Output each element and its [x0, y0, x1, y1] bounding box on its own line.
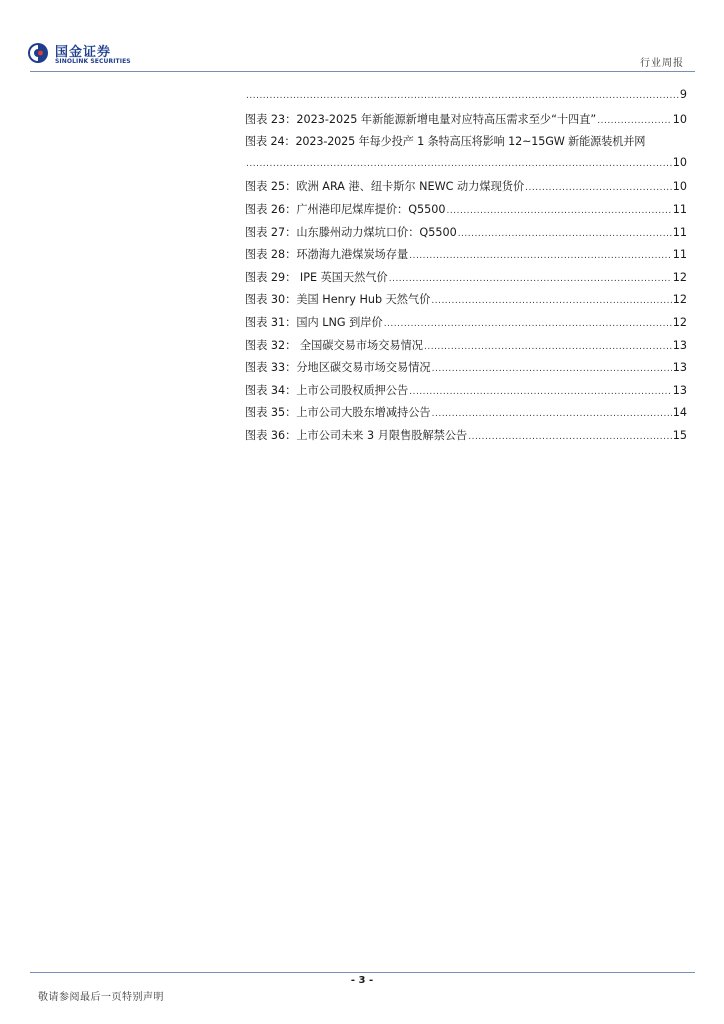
footer-divider: [30, 972, 695, 973]
toc-entry-title: 图表 26：广州港印尼煤库提价：Q5500: [245, 202, 446, 216]
toc-dot-leader: [597, 116, 672, 126]
toc-entry[interactable]: [245, 337, 687, 360]
toc-entry-page: 11: [672, 225, 687, 239]
document-type: 行业周报: [640, 58, 684, 69]
toc-entry-page: 13: [672, 361, 687, 375]
toc-entry-title: 图表 27：山东滕州动力煤坑口价：Q5500: [245, 225, 457, 239]
toc-entry-page: 10: [672, 155, 687, 169]
table-of-contents: [245, 88, 687, 450]
toc-entry[interactable]: [245, 404, 687, 427]
toc-entry-page: 12: [672, 270, 687, 284]
toc-entry-title: 图表 31：国内 LNG 到岸价: [245, 315, 383, 329]
toc-entry-title: 图表 25：欧洲 ARA 港、纽卡斯尔 NEWC 动力煤现货价: [245, 180, 525, 194]
toc-dot-leader: [432, 364, 672, 374]
toc-entry[interactable]: [245, 427, 687, 450]
company-logo: [27, 40, 137, 70]
toc-entry[interactable]: [245, 269, 687, 292]
toc-entry-title: 图表 23：2023-2025 年新能源新增电量对应特高压需求至少“十四直”: [245, 112, 597, 126]
toc-dot-leader: [389, 274, 672, 284]
toc-entry-page: 11: [672, 248, 687, 262]
toc-entry[interactable]: [245, 382, 687, 405]
toc-entry[interactable]: [245, 178, 687, 201]
toc-entry-page: 13: [672, 383, 687, 397]
header-divider: [30, 71, 695, 72]
toc-entry-title: 图表 36：上市公司未来 3 月限售股解禁公告: [245, 428, 468, 442]
toc-entry-page: 12: [672, 315, 687, 329]
footer-disclaimer: 敬请参阅最后一页特别声明: [38, 992, 164, 1003]
toc-entry[interactable]: [245, 88, 687, 111]
toc-entry-page: 10: [672, 180, 687, 194]
toc-dot-leader: [409, 251, 672, 261]
toc-entry-page: 13: [672, 338, 687, 352]
toc-dot-leader: [431, 296, 671, 306]
toc-dot-leader: [246, 91, 679, 101]
toc-entry-title: 图表 30：美国 Henry Hub 天然气价: [245, 293, 431, 307]
toc-entry-page: 9: [679, 88, 687, 101]
toc-entry-title: 图表 28：环渤海九港煤炭场存量: [245, 248, 409, 262]
toc-entry-title: 图表 32： 全国碳交易市场交易情况: [245, 338, 423, 352]
toc-dot-leader: [409, 387, 672, 397]
toc-entry-page: 11: [672, 202, 687, 216]
toc-entry[interactable]: [245, 224, 687, 247]
toc-entry-title: 图表 24：2023-2025 年每少投产 1 条特高压将影响 12~15GW 新能源装机并网: [245, 135, 646, 149]
toc-entry[interactable]: [245, 133, 687, 156]
toc-dot-leader: [432, 409, 672, 419]
toc-entry-page: 10: [672, 112, 687, 126]
toc-dot-leader: [525, 183, 672, 193]
toc-dot-leader: [447, 206, 672, 216]
toc-entry-title: 图表 34：上市公司股权质押公告: [245, 383, 409, 397]
toc-dot-leader: [458, 229, 672, 239]
toc-entry-title: 图表 35：上市公司大股东增减持公告: [245, 406, 431, 420]
sinolink-logo-icon: [27, 42, 49, 64]
toc-entry-page: 14: [672, 406, 687, 420]
page-header: [0, 0, 724, 70]
toc-entry-title: 图表 33：分地区碳交易市场交易情况: [245, 361, 431, 375]
logo-english-name: SINOLINK SECURITIES: [55, 58, 131, 65]
toc-entry[interactable]: [245, 246, 687, 269]
toc-dot-leader: [424, 342, 672, 352]
logo-chinese-name: 国金证券: [55, 45, 112, 60]
page-number: - 3 -: [350, 975, 374, 986]
toc-entry[interactable]: [245, 111, 687, 134]
toc-dot-leader: [384, 319, 672, 329]
toc-entry-page: 15: [672, 428, 687, 442]
toc-dot-leader: [468, 432, 672, 442]
toc-entry[interactable]: [245, 291, 687, 314]
toc-entry-title: 图表 29： IPE 英国天然气价: [245, 270, 388, 284]
toc-dot-leader: [246, 159, 672, 169]
toc-entry[interactable]: [245, 201, 687, 224]
toc-entry[interactable]: [245, 156, 687, 179]
toc-entry-page: 12: [672, 293, 687, 307]
toc-entry[interactable]: [245, 314, 687, 337]
toc-entry[interactable]: [245, 359, 687, 382]
